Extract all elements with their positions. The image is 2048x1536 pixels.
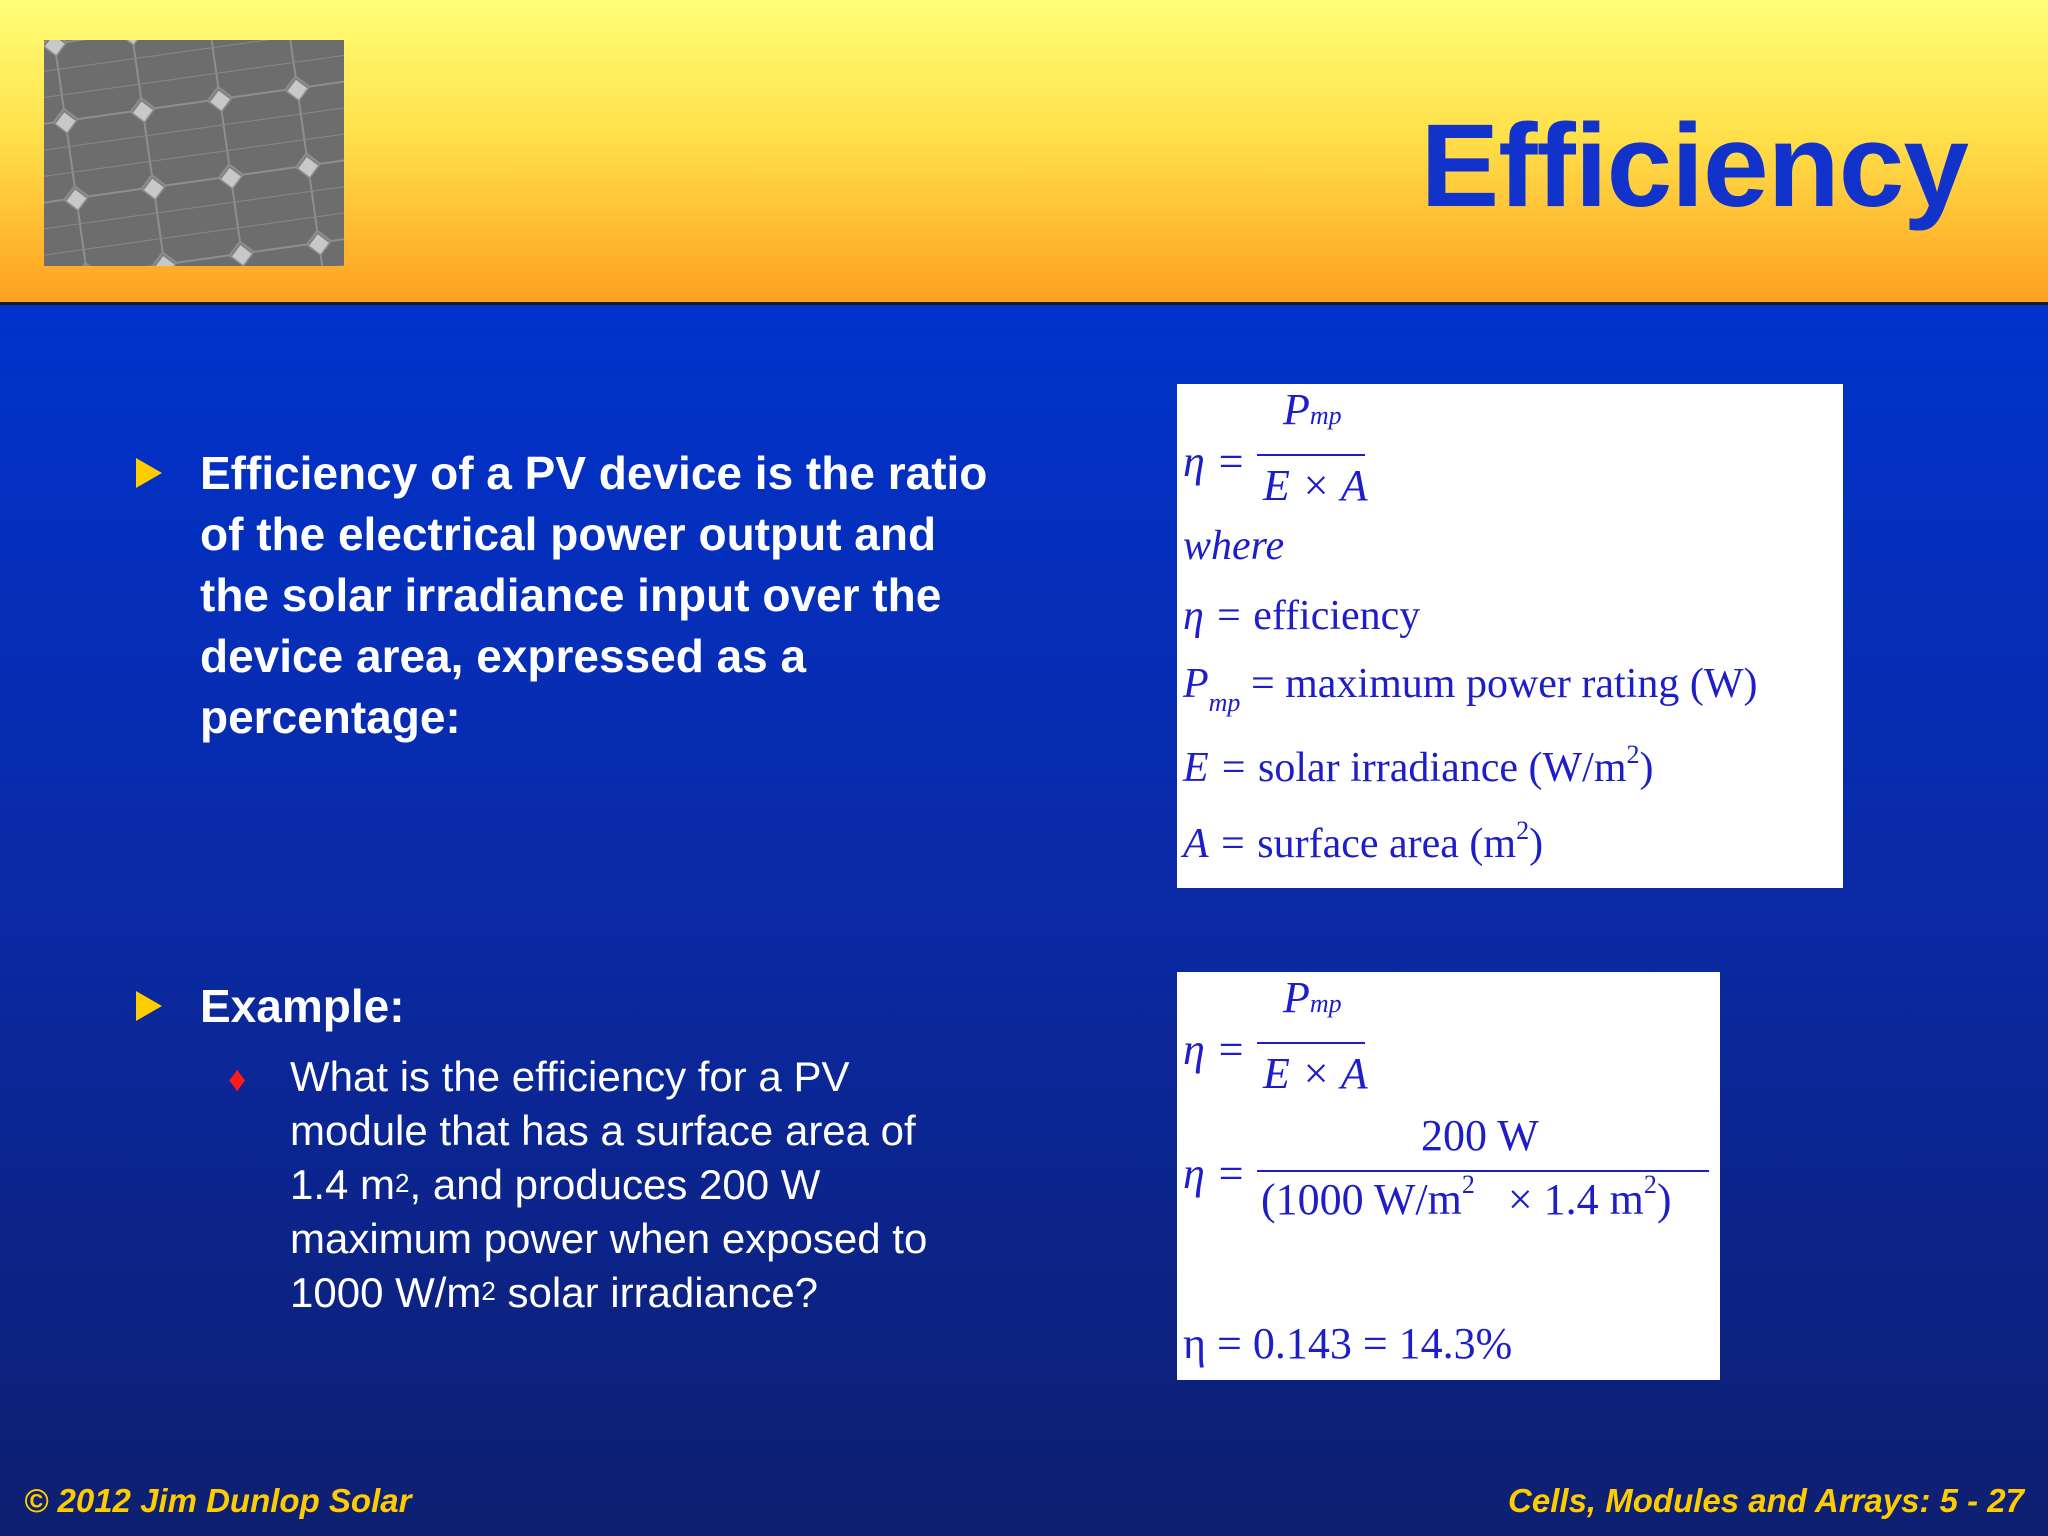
- slide-title: Efficiency: [1420, 100, 1968, 232]
- definition-a: A = surface area $(m^2)$: [1183, 816, 1544, 867]
- diamond-bullet-icon: ♦: [228, 1058, 247, 1099]
- fraction-line: [1257, 454, 1365, 456]
- definition-eta: η = efficiency: [1183, 593, 1421, 639]
- bullet-efficiency-definition: Efficiency of a PV device is the ratio of the electrical power output and the solar irradiance input over the device area, expressed as a percentage:: [200, 447, 988, 743]
- question-line: 1.4 $m^2$, and produces 200 W: [290, 1161, 821, 1208]
- efficiency-formula-box: [1177, 384, 1843, 888]
- bullet-arrow-icon: [136, 991, 162, 1021]
- question-line: maximum power when exposed to: [290, 1215, 928, 1262]
- question-line: module that has a surface area of: [290, 1107, 916, 1154]
- fraction-numerator: Pmp: [1283, 973, 1342, 1022]
- fraction-denominator: E × A: [1263, 461, 1368, 510]
- fraction-numerator: Pmp: [1283, 385, 1342, 434]
- example-result: η = 0.143 = 14.3%: [1183, 1319, 1513, 1368]
- definition-e: E = solar irradiance $(W/m^2)$: [1183, 740, 1654, 791]
- example-numerator: 200 W: [1421, 1111, 1539, 1160]
- question-line: 1000 $W/m^2$ solar irradiance?: [290, 1269, 819, 1316]
- example-denominator: (1000 $W/m^2$ × 1.4 $m^2$): [1261, 1170, 1672, 1224]
- bullet-arrow-icon: [136, 458, 162, 488]
- footer-slide-number: Cells, Modules and Arrays: 5 - 27: [1508, 1482, 2024, 1519]
- solar-panel-image: [44, 40, 344, 266]
- bullet-example-label: Example:: [200, 980, 405, 1032]
- footer-copyright: © 2012 Jim Dunlop Solar: [24, 1482, 412, 1519]
- fraction-line: [1257, 1042, 1365, 1044]
- example-question: [290, 1050, 1050, 1320]
- where-label: where: [1183, 523, 1285, 569]
- fraction-denominator: E × A: [1263, 1049, 1368, 1098]
- fraction-line: [1257, 1170, 1709, 1172]
- eta-symbol: η =: [1183, 1025, 1246, 1074]
- question-line: What is the efficiency for a PV: [290, 1053, 850, 1100]
- eta-symbol: η =: [1183, 437, 1246, 486]
- efficiency-example-box: [1177, 972, 1720, 1380]
- eta-symbol: η =: [1183, 1149, 1246, 1198]
- definition-pmp: $P_{mp}$ = maximum power rating (W): [1183, 661, 1758, 717]
